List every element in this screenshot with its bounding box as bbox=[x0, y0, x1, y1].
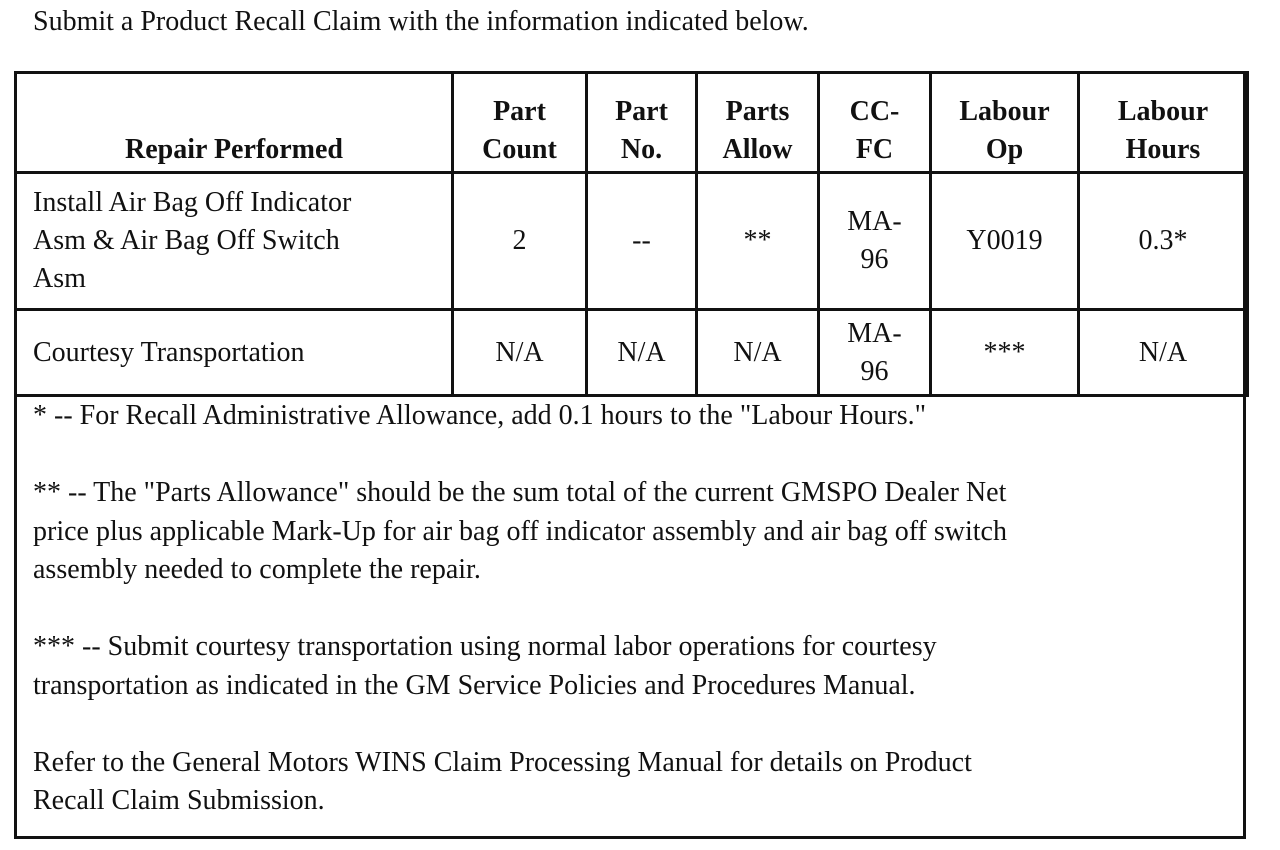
header-part-count bbox=[453, 73, 587, 173]
note-line: ** -- The "Parts Allowance" should be the sum total of the current GMSPO Dealer Net bbox=[33, 477, 1007, 508]
header-line: Labour bbox=[1117, 96, 1209, 127]
cell-line: Courtesy Transportation bbox=[33, 336, 305, 368]
header-line: CC- bbox=[849, 96, 900, 127]
cell-line: MA- bbox=[847, 317, 902, 349]
footnote-reference-manual bbox=[33, 744, 1223, 821]
recall-claim-table bbox=[14, 71, 1249, 397]
header-labour-op bbox=[931, 73, 1079, 173]
footnote-labour-hours bbox=[33, 397, 1223, 436]
note-line: assembly needed to complete the repair. bbox=[33, 554, 481, 585]
header-cc-fc bbox=[819, 73, 931, 173]
note-line: Refer to the General Motors WINS Claim Processing Manual for details on Product bbox=[33, 746, 972, 778]
header-line: Parts bbox=[725, 96, 790, 127]
header-line: Op bbox=[985, 134, 1024, 165]
cell-part-count: N/A bbox=[453, 310, 587, 396]
note-line: transportation as indicated in the GM Service Policies and Procedures Manual. bbox=[33, 669, 916, 701]
cell-part-no: -- bbox=[587, 173, 697, 310]
note-line: price plus applicable Mark-Up for air bag off indicator assembly and air bag off switch bbox=[33, 515, 1007, 547]
header-line: Part bbox=[615, 96, 668, 127]
cell-part-count: 2 bbox=[453, 173, 587, 310]
cell-labour-op: *** bbox=[931, 310, 1079, 396]
header-repair-performed bbox=[16, 73, 453, 173]
header-parts-allow bbox=[697, 73, 819, 173]
cell-cc-fc bbox=[819, 173, 931, 310]
header-line: FC bbox=[855, 134, 894, 165]
footnote-parts-allowance bbox=[33, 474, 1223, 590]
cell-line: 96 bbox=[860, 244, 889, 275]
cell-labour-op: Y0019 bbox=[931, 173, 1079, 310]
table-header-row bbox=[16, 73, 1248, 173]
cell-parts-allow: N/A bbox=[697, 310, 819, 396]
note-line: * -- For Recall Administrative Allowance, add 0.1 hours to the "Labour Hours." bbox=[33, 400, 927, 431]
header-line: Count bbox=[482, 134, 557, 165]
cell-line: Asm & Air Bag Off Switch bbox=[33, 225, 340, 256]
header-line: Labour bbox=[959, 96, 1050, 127]
footnotes bbox=[33, 397, 1223, 821]
cell-line: MA- bbox=[847, 206, 902, 237]
header-line: Hours bbox=[1125, 134, 1201, 165]
cell-cc-fc bbox=[819, 310, 931, 396]
cell-line: Asm bbox=[33, 263, 86, 294]
table-row bbox=[16, 173, 1248, 310]
cell-repair-performed bbox=[16, 310, 453, 396]
header-line: Repair Performed bbox=[125, 134, 343, 165]
footnote-courtesy-transportation bbox=[33, 628, 1223, 705]
cell-labour-hours: N/A bbox=[1079, 310, 1248, 396]
header-line: No. bbox=[620, 134, 663, 165]
cell-line: Install Air Bag Off Indicator bbox=[33, 187, 352, 218]
header-part-no bbox=[587, 73, 697, 173]
note-line: *** -- Submit courtesy transportation using normal labor operations for courtesy bbox=[33, 631, 937, 662]
header-line: Part bbox=[493, 96, 546, 127]
note-line: Recall Claim Submission. bbox=[33, 785, 325, 816]
cell-labour-hours: 0.3* bbox=[1079, 173, 1248, 310]
cell-line: 96 bbox=[860, 355, 889, 387]
cell-part-no: N/A bbox=[587, 310, 697, 396]
header-labour-hours bbox=[1079, 73, 1248, 173]
cell-repair-performed bbox=[16, 173, 453, 310]
table-row bbox=[16, 310, 1248, 396]
header-line: Allow bbox=[722, 134, 793, 165]
intro-text: Submit a Product Recall Claim with the information indicated below. bbox=[33, 6, 809, 37]
cell-parts-allow: ** bbox=[697, 173, 819, 310]
